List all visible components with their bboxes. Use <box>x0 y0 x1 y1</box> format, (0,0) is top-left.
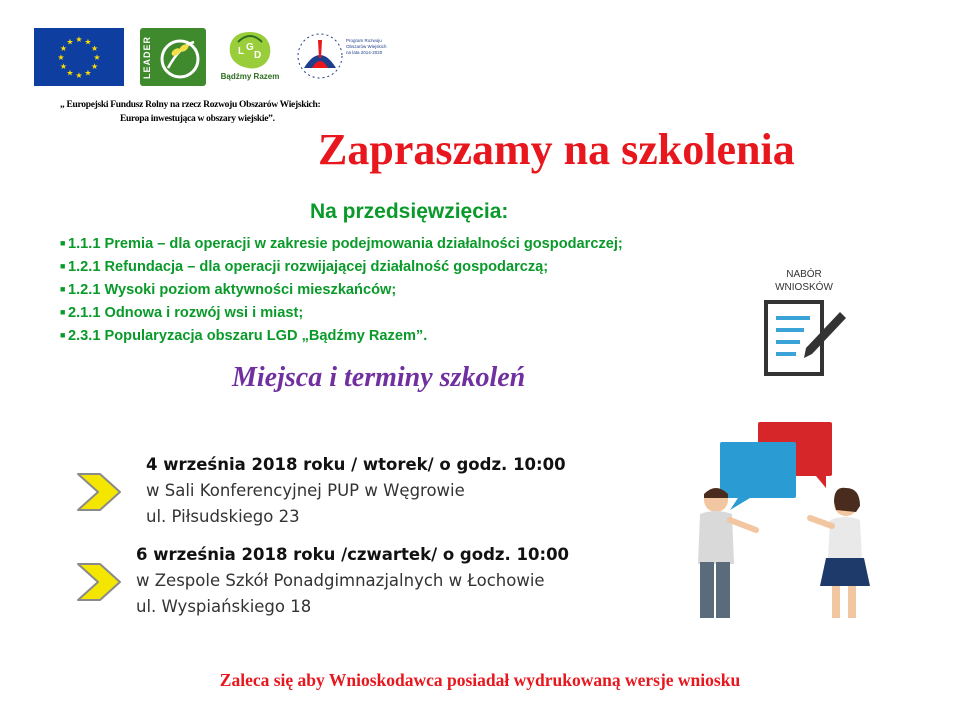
svg-text:D: D <box>254 50 262 61</box>
venture-item: ■ 1.2.1 Wysoki poziom aktywności mieszkańców; <box>60 278 623 301</box>
venture-item: ■ 2.3.1 Popularyzacja obszaru LGD „Bądźmy Razem”. <box>60 324 623 347</box>
application-form-icon <box>756 268 852 384</box>
venture-item: ■ 1.2.1 Refundacja – dla operacji rozwijającej działalność gospodarczą; <box>60 255 623 278</box>
venture-item: ■ 1.1.1 Premia – dla operacji w zakresie podejmowania działalności gospodarczej; <box>60 232 623 255</box>
prow-logo <box>294 28 390 86</box>
star-icon: ★ <box>75 71 83 80</box>
star-icon: ★ <box>93 53 101 62</box>
square-bullet-icon: ■ <box>60 307 66 317</box>
session-1 <box>146 452 566 530</box>
square-bullet-icon: ■ <box>60 261 66 271</box>
session-date: 6 września 2018 roku /czwartek/ o godz. 10:00 <box>136 545 570 564</box>
star-icon: ★ <box>75 35 83 44</box>
square-bullet-icon: ■ <box>60 238 66 248</box>
star-icon: ★ <box>59 44 67 53</box>
square-bullet-icon: ■ <box>60 330 66 340</box>
eafrd-caption-line1: „ Europejski Fundusz Rolny na rzecz Rozwoju Obszarów Wiejskich: <box>60 100 321 110</box>
ventures-list <box>60 232 623 347</box>
lgd-logo-text: Bądźmy Razem <box>220 72 280 81</box>
eafrd-caption-line2: Europa inwestująca w obszary wiejskie”. <box>120 114 275 124</box>
svg-text:G: G <box>246 42 254 53</box>
nabor-label: NABÓR WNIOSKÓW <box>775 269 833 293</box>
chevron-right-icon <box>76 472 122 512</box>
eu-flag-icon <box>34 28 124 86</box>
session-date: 4 września 2018 roku / wtorek/ o godz. 10:00 <box>146 455 566 474</box>
session-place: w Sali Konferencyjnej PUP w Węgrowie <box>146 481 465 500</box>
leader-logo-text: LEADER <box>142 35 152 79</box>
session-2 <box>136 542 569 620</box>
conversation-illustration <box>680 414 890 629</box>
session-address: ul. Wyspiańskiego 18 <box>136 597 312 616</box>
prow-logo-text: Program Rozwoju Obszarów Wiejskich na lata 2014-2020 <box>346 38 387 55</box>
lgd-logo <box>218 28 282 86</box>
star-icon: ★ <box>66 37 74 47</box>
star-icon: ★ <box>59 62 67 71</box>
venture-item: ■ 2.1.1 Odnowa i rozwój wsi i miast; <box>60 301 623 324</box>
star-icon: ★ <box>57 53 65 62</box>
chevron-right-icon <box>76 562 122 602</box>
star-icon: ★ <box>91 62 99 71</box>
star-icon: ★ <box>84 37 92 47</box>
page-title: Zapraszamy na szkolenia <box>318 125 795 174</box>
ventures-heading: Na przedsięwzięcia: <box>310 200 509 223</box>
square-bullet-icon: ■ <box>60 284 66 294</box>
star-icon: ★ <box>91 44 99 53</box>
session-address: ul. Piłsudskiego 23 <box>146 507 300 526</box>
leader-logo <box>140 28 206 86</box>
svg-text:L: L <box>238 46 245 57</box>
places-heading: Miejsca i terminy szkoleń <box>232 362 526 393</box>
star-icon: ★ <box>66 68 74 78</box>
star-icon: ★ <box>84 68 92 78</box>
session-place: w Zespole Szkół Ponadgimnazjalnych w Łochowie <box>136 571 545 590</box>
eafrd-caption <box>60 98 390 126</box>
footer-note: Zaleca się aby Wnioskodawca posiadał wydrukowaną wersje wniosku <box>219 670 741 690</box>
